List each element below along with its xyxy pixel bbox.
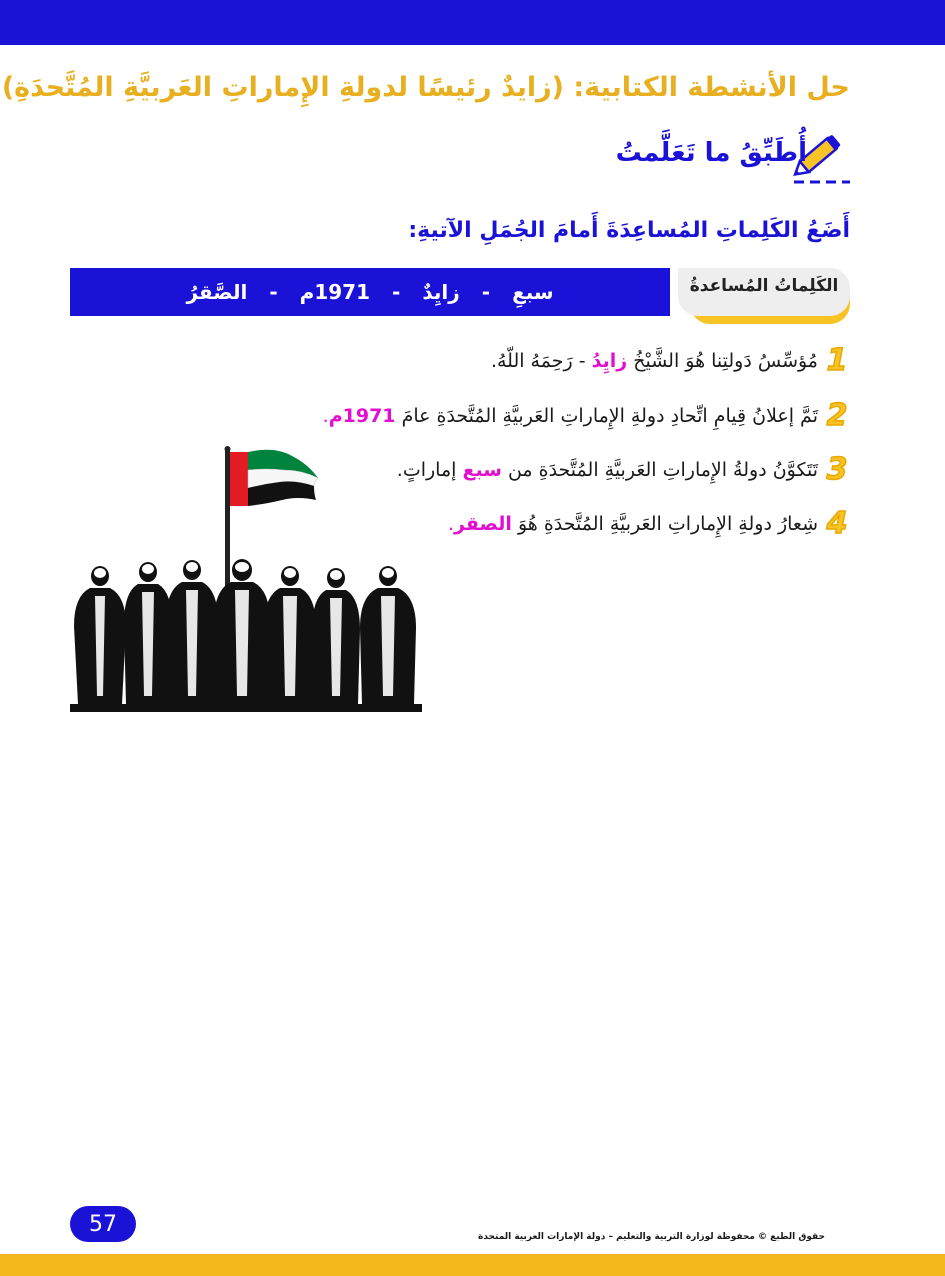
uae-flag-icon [230,450,318,506]
sentence-after: . [448,513,455,535]
sentence-item [210,398,850,433]
sentence-after: . [322,405,329,427]
sentence-before: مُؤسِّسُ دَولتِنا هُوَ الشَّيْخُ [633,350,818,372]
sentence-number: 3 [826,452,848,487]
sentence-number: 1 [826,343,848,378]
sentence-number: 4 [826,506,848,541]
helper-word: زايِدٌ [422,280,460,304]
instruction-text: أَضَعُ الكَلِماتِ المُساعِدَةَ أَمامَ الجُمَلِ الآتيةِ: [408,218,850,243]
top-banner [0,0,945,45]
sentence-before: تَتَكوَّنُ دولةُ الإِماراتِ العَربيَّةِ المُتَّحدَةِ من [507,459,818,481]
sentence-before: تَمَّ إعلانُ قِيامِ اتِّحادِ دولةِ الإِماراتِ العَربيَّةِ المُتَّحدَةِ عامَ [401,405,818,427]
word-separator: - [392,280,401,304]
sentence-text [491,350,818,372]
helper-words-label-text: الكَلِماتُ المُساعدةُ [689,276,839,296]
answer-text: زايِدُ [591,350,628,372]
section-title: أُطَبِّقُ ما تَعَلَّمتُ [615,138,807,168]
bottom-banner [0,1254,945,1276]
copyright-text: حقوق الطبع © محفوظة لوزارة التربية والتعليم – دولة الإمارات العربية المتحدة [478,1232,825,1242]
helper-word: 1971م [299,280,371,304]
helper-word: الصَّقرُ [186,280,248,304]
helper-word: سبعِ [512,280,554,304]
helper-words-label [678,268,850,316]
page-number: 57 [70,1206,136,1242]
answer-text: سبع [462,459,502,481]
sentence-number: 2 [826,398,848,433]
answer-text: الصقر [454,513,512,535]
answer-text: 1971م [328,405,396,427]
helper-words-box [70,268,670,316]
sentence-item [210,343,850,378]
sentence-after: إماراتٍ. [396,459,463,481]
founders-flag-illustration [70,446,422,712]
word-separator: - [481,280,491,304]
page-title: حل الأنشطة الكتابية: (زايدٌ رئيسًا لدولةِ الإِماراتِ العَربيَّةِ المُتَّحدَةِ) [1,72,850,103]
sentence-text [448,513,818,535]
sentence-text [323,405,818,427]
sentence-before: شِعارُ دولةِ الإِماراتِ العَربيَّةِ المُتَّحدَةِ هُوَ [517,513,818,535]
word-separator: - [269,280,278,304]
sentence-text [397,459,818,481]
sentence-after: - رَحِمَهُ اللّهُ. [490,350,592,372]
